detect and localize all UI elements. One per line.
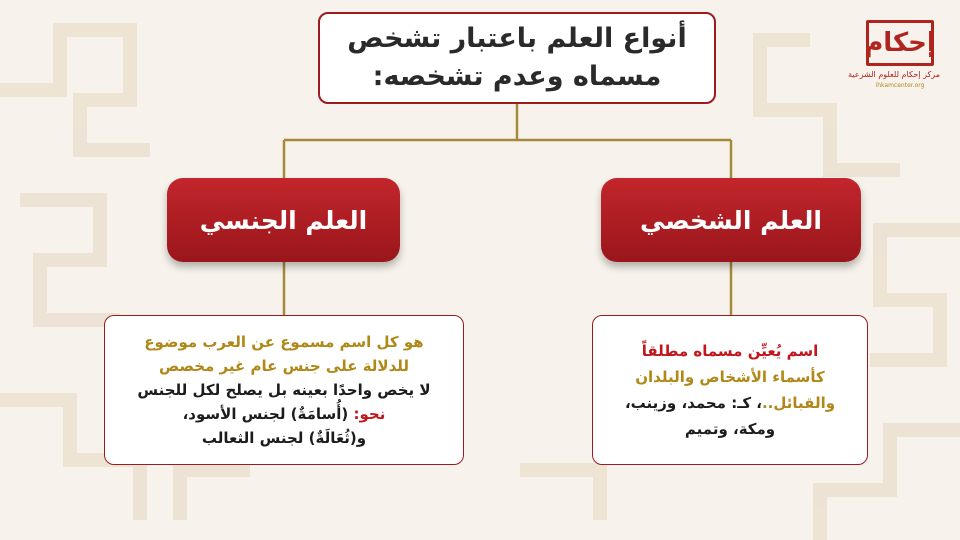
title-line-2: مسماه وعدم تشخصه:: [372, 61, 662, 92]
logo-wordmark: إحكام: [866, 20, 934, 66]
logo-url: ihkamcenter.org: [875, 82, 925, 89]
definition-generic-example: [105, 402, 463, 426]
definition-personal-line-3: [593, 390, 867, 416]
definition-personal-line-4: ومكة، وتميم: [684, 420, 776, 438]
diagram-title-box: [318, 12, 716, 104]
definition-generic-line-2: للدلالة على جنس عام غير مخصص: [158, 357, 410, 375]
definition-box-personal: [592, 315, 868, 465]
logo-subtitle: مركز إحكام للعلوم الشرعية: [848, 70, 940, 79]
category-generic-proper-noun: العلم الجنسي: [167, 178, 400, 262]
definition-box-generic: [104, 315, 464, 465]
definition-generic-line-3: لا يخص واحدًا بعينه بل يصلح لكل للجنس: [137, 381, 431, 399]
title-line-1: أنواع العلم باعتبار تشخص: [347, 23, 687, 54]
definition-personal-line-3a: والقبائل..: [761, 394, 836, 412]
definition-generic-line-4: (أُسامَةٌ) لجنس الأسود،: [182, 405, 349, 423]
ihkam-logo: [848, 20, 940, 92]
definition-personal-line-3b: ، كـ: محمد، وزينب،: [624, 394, 762, 412]
definition-generic-line-1: هو كل اسم مسموع عن العرب موضوع: [144, 333, 424, 351]
category-personal-proper-noun: العلم الشخصي: [601, 178, 861, 262]
definition-generic-line-5: و(ثُعَالَةٌ) لجنس الثعالب: [201, 429, 367, 447]
definition-personal-line-1: اسم يُعيِّن مسماه مطلقاً: [641, 342, 819, 360]
definition-personal-line-2: كأسماء الأشخاص والبلدان: [635, 368, 825, 386]
example-label: نحو:: [353, 405, 386, 423]
